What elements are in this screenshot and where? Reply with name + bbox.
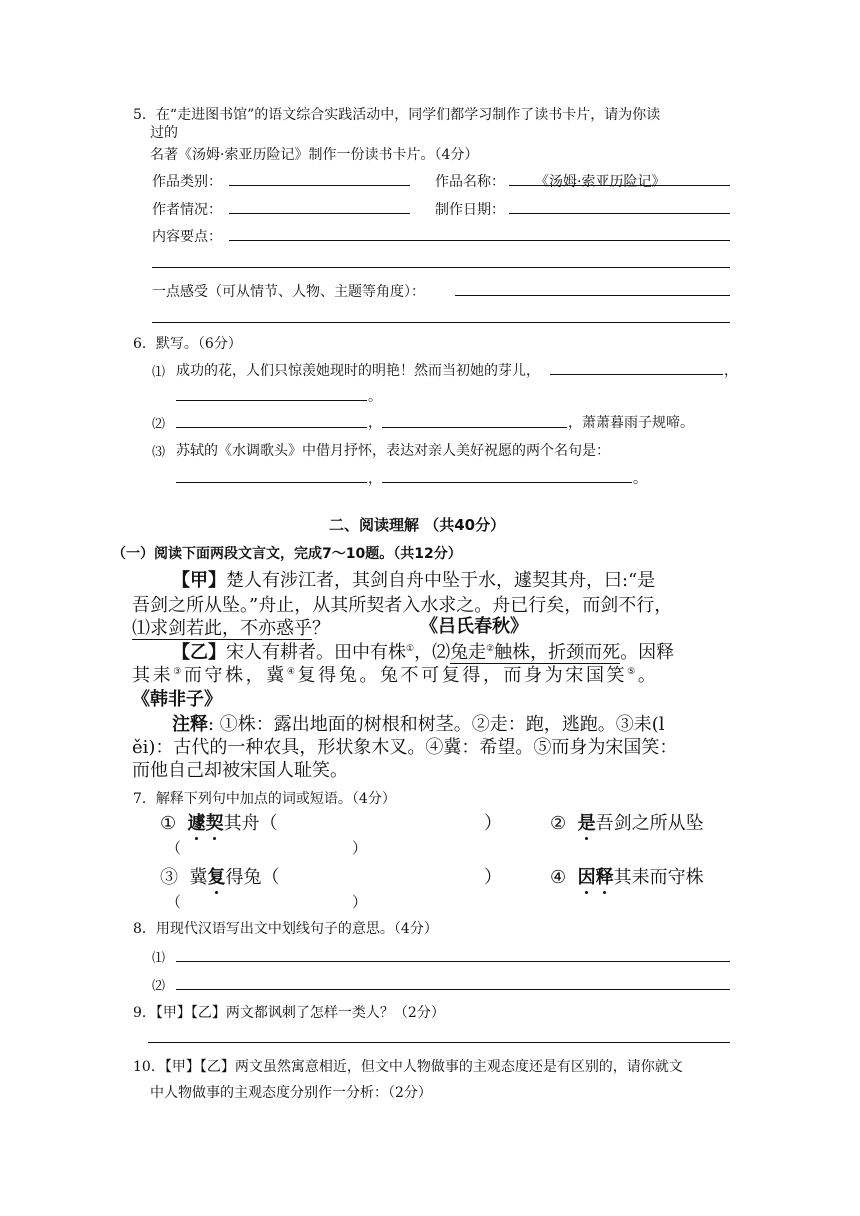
part-1-heading: （一）阅读下面两段文言文，完成7～10题。（共12分） — [112, 546, 462, 562]
q8-item1-number: ⑴ — [152, 951, 166, 966]
q6-item2-number: ⑵ — [152, 417, 166, 432]
q7-item4-open: （ — [166, 893, 182, 911]
passage-jia-line2: 吾剑之所从坠。”舟止，从其所契者入水求之。舟已行矣，而剑不行， — [132, 595, 673, 616]
q6-item2-text: ，萧萧暮雨子规啼。 — [568, 415, 694, 431]
q5-stem-line2: 过的 — [150, 125, 178, 141]
q8-item2-number: ⑵ — [152, 979, 166, 994]
section-2-title: 二、阅读理解 （共40分） — [329, 516, 506, 534]
q7-item1-dotted-1: 遽 — [188, 809, 206, 835]
notes-label: 注释 — [172, 714, 208, 735]
q6-item2-comma: ， — [368, 415, 382, 431]
q9-answer-line[interactable] — [148, 1042, 730, 1043]
q7-item1-close: ） — [484, 813, 502, 834]
q6-item3-text: 苏轼的《水调歌头》中借月抒怀，表达对亲人美好祝愿的两个名句是： — [176, 443, 610, 459]
q6-item3-period: 。 — [633, 471, 647, 487]
passage-jia-line3: ⑴求剑若此，不亦惑乎？ — [132, 618, 330, 639]
q5-content-label: 内容要点： — [152, 229, 222, 245]
q6-item2-answer-line-1[interactable] — [176, 427, 367, 428]
q6-heading: 6．默写。（6分） — [133, 336, 242, 352]
q7-item3-dotted: 复 — [207, 863, 225, 889]
q5-title-label: 作品名称： — [435, 174, 505, 190]
passage-yi-line1: 【乙】宋人有耕者。田中有株①，⑵兔走②触株，折颈而死。因释 — [172, 642, 675, 663]
q5-date-label: 制作日期： — [435, 202, 505, 218]
q7-item2-dotted: 是 — [578, 809, 596, 835]
passage-yi-tag: 【乙】 — [172, 642, 226, 663]
notes-line3: 而他自己却被宋国人耻笑。 — [132, 760, 348, 781]
passage-jia-source: 《吕氏春秋》 — [420, 616, 528, 637]
q6-item3-answer-line-2[interactable] — [382, 482, 632, 483]
q6-item3-number: ⑶ — [152, 445, 166, 460]
q5-stem-line1: 5．在“走进图书馆”的语文综合实践活动中，同学们都学习制作了读书卡片，请为你读 — [133, 107, 661, 123]
q6-item1-text: 成功的花，人们只惊羡她现时的明艳！然而当初她的芽儿， — [176, 363, 540, 379]
q7-item4-dotted-2: 释 — [596, 863, 614, 889]
passage-yi-underlined-sentence: 兔走②触株，折颈而死 — [450, 642, 621, 663]
q5-title-value: 《汤姆·索亚历险记》 — [535, 174, 666, 190]
q5-author-label: 作者情况： — [152, 202, 222, 218]
q6-item1-period: 。 — [368, 389, 382, 405]
passage-yi-source: 《韩非子》 — [132, 689, 222, 710]
q10-line1: 10．【甲】【乙】两文虽然寓意相近，但文中人物做事的主观态度还是有区别的，请你就文 — [133, 1059, 683, 1075]
notes-line1: 注释: ①株：露出地面的树根和树茎。②走：跑，逃跑。③耒(l — [172, 714, 665, 735]
q8-item1-answer-line[interactable] — [176, 961, 730, 962]
q7-item2-close: ） — [352, 839, 368, 857]
q9-heading: 9．【甲】【乙】两文都讽刺了怎样一类人？（2分） — [133, 1005, 445, 1021]
q5-category-label: 作品类别： — [152, 174, 222, 190]
q8-heading: 8．用现代汉语写出文中划线句子的意思。（4分） — [133, 921, 438, 937]
q5-feeling-answer-line-2[interactable] — [152, 322, 730, 323]
passage-jia-line1: 【甲】楚人有涉江者，其剑自舟中坠于水，遽契其舟，曰:“是 — [172, 570, 656, 591]
q7-item4: ④ 因释其耒而守株 — [550, 863, 704, 889]
q6-item1-comma: ， — [724, 363, 738, 379]
q5-stem-line3: 名著《汤姆·索亚历险记》制作一份读书卡片。（4分） — [150, 147, 479, 163]
q6-item1-answer-line-2[interactable] — [176, 400, 367, 401]
q5-content-answer-line-1[interactable] — [229, 240, 730, 241]
q5-content-answer-line-2[interactable] — [152, 267, 730, 268]
q7-item4-close: ） — [352, 893, 368, 911]
q7-item1: ① 遽契其舟（ — [160, 809, 278, 835]
q6-item2-answer-line-2[interactable] — [382, 427, 567, 428]
q7-item2-open: （ — [166, 839, 182, 857]
q5-feeling-label: 一点感受（可从情节、人物、主题等角度）： — [152, 284, 425, 300]
q7-item2: ② 是吾剑之所从坠 — [550, 809, 704, 835]
q7-item3-close: ） — [484, 867, 502, 888]
q6-item1-answer-line-1[interactable] — [550, 374, 723, 375]
q6-item1-number: ⑴ — [152, 365, 166, 380]
passage-jia-underlined-sentence: ⑴求剑若此，不亦惑乎 — [132, 618, 312, 639]
q7-item4-dotted-1: 因 — [578, 863, 596, 889]
q6-item3-answer-line-1[interactable] — [176, 482, 367, 483]
q5-feeling-answer-line-1[interactable] — [455, 295, 730, 296]
q7-heading: 7．解释下列句中加点的词或短语。（4分） — [133, 791, 396, 807]
q8-item2-answer-line[interactable] — [176, 989, 730, 990]
q7-item1-dotted-2: 契 — [206, 809, 224, 835]
q5-date-answer-line[interactable] — [509, 213, 730, 214]
notes-line2: ěi)：古代的一种农具，形状象木叉。④冀：希望。⑤而身为宋国笑： — [132, 737, 678, 758]
q7-item3: ③ 冀复得兔（ — [160, 863, 279, 889]
q5-author-answer-line[interactable] — [229, 213, 410, 214]
q10-line2: 中人物做事的主观态度分别作一分析：（2分） — [150, 1085, 432, 1101]
passage-yi-line2: 其耒③而守株，冀④复得兔。兔不可复得，而身为宋国笑⑤。 — [132, 665, 659, 686]
q6-item3-comma: ， — [368, 471, 382, 487]
passage-jia-tag: 【甲】 — [172, 570, 226, 591]
q5-category-answer-line[interactable] — [229, 185, 410, 186]
